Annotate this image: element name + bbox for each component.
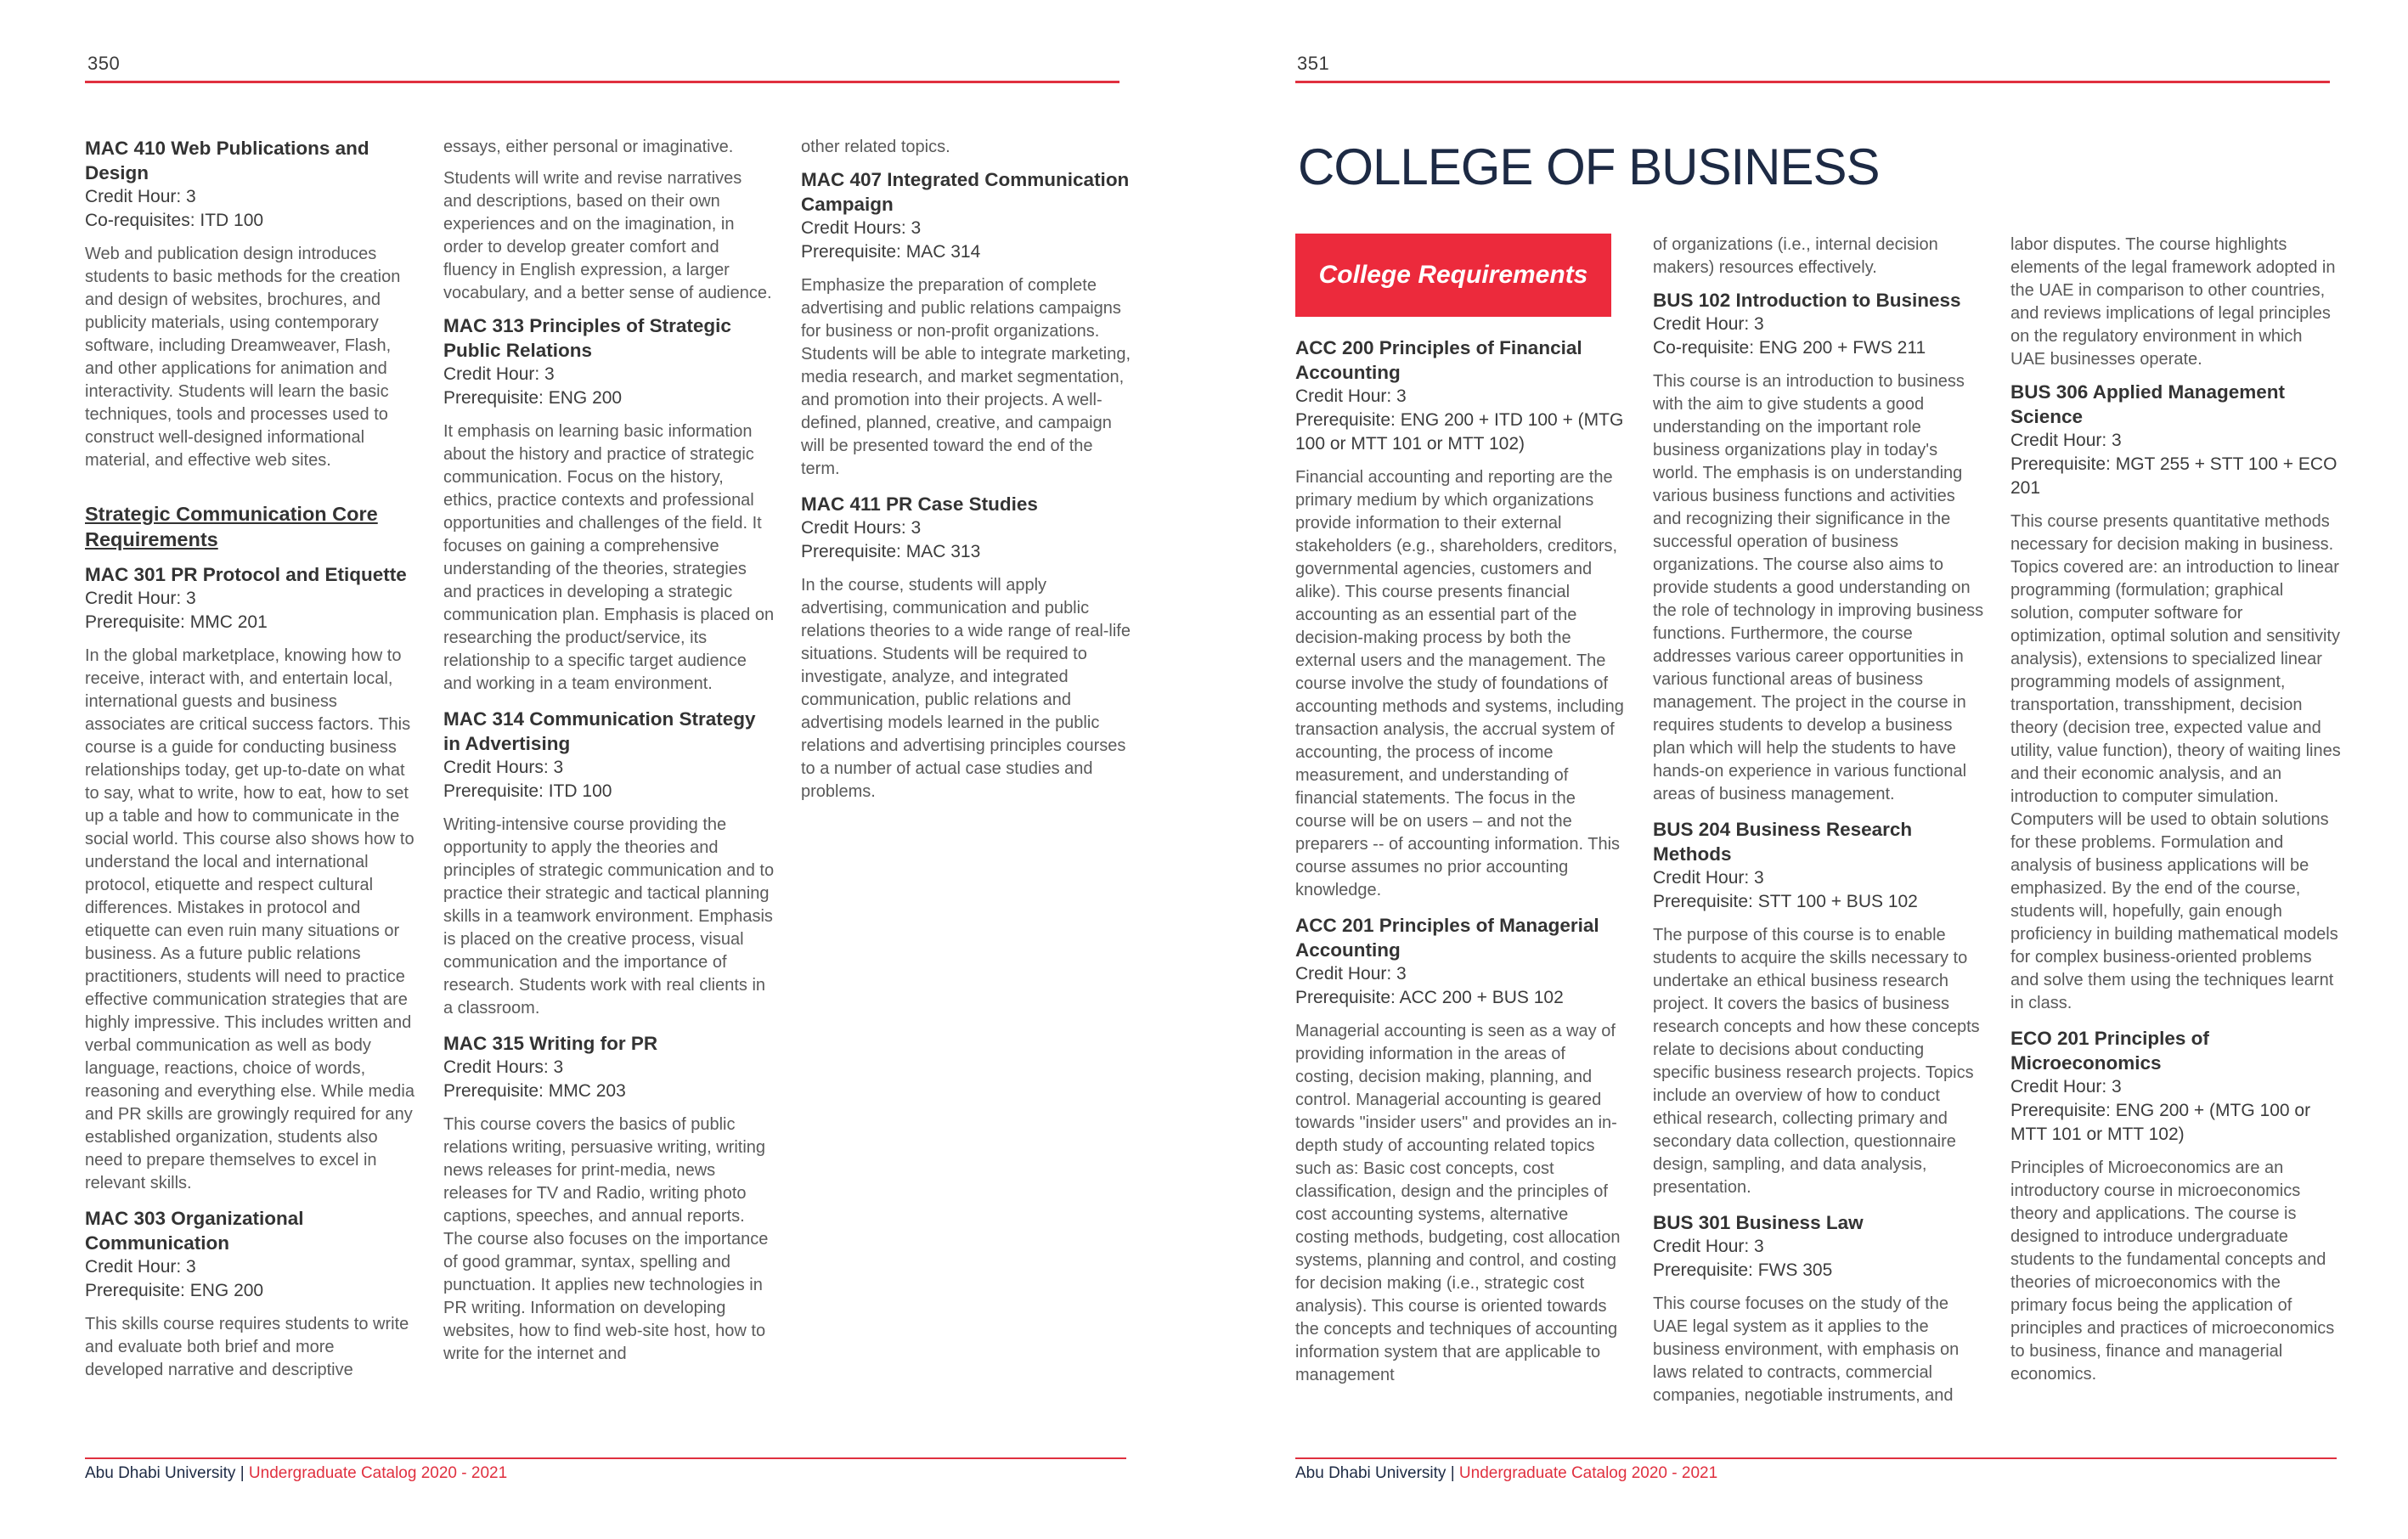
credit-hours: Credit Hour: 3 xyxy=(1653,314,1764,334)
course-block xyxy=(1653,288,1984,806)
column-3 xyxy=(801,136,1132,815)
prerequisite: Prerequisite: ACC 200 + BUS 102 xyxy=(1295,988,1564,1007)
course-block xyxy=(443,313,775,696)
header-rule xyxy=(85,81,1119,83)
course-description: The purpose of this course is to enable students to acquire the skills necessary to undertake an ethical business research project. It covers the basics of business research concepts and how these concepts relate to decisions about conducting specific business research projects. Topics include an overview of how to conduct ethical research, collecting primary and secondary data collection, questionnaire design, sampling, and data analysis, presentation. xyxy=(1653,926,1980,1197)
prerequisite: Prerequisite: STT 100 + BUS 102 xyxy=(1653,892,1918,911)
prerequisite: Prerequisite: ENG 200 + (MTG 100 or MTT 101 or MTT 102) xyxy=(2010,1101,2311,1144)
footer-rule xyxy=(1295,1457,2337,1459)
header-rule xyxy=(1295,81,2330,83)
course-title: MAC 313 Principles of Strategic Public Relations xyxy=(443,315,731,361)
credit-hours: Credit Hours: 3 xyxy=(443,758,564,777)
course-block xyxy=(85,1206,416,1382)
course-title: ACC 200 Principles of Financial Accounting xyxy=(1295,337,1582,383)
column-3 xyxy=(2010,234,2342,1397)
footer-university: Abu Dhabi University xyxy=(85,1464,236,1482)
course-block xyxy=(1295,335,1627,902)
course-description: Financial accounting and reporting are the primary medium by which organizations provide information to their external stakeholders (e.g., shareholders, creditors, governmental agencies, customers and alike). This course presents financial accounting as an essential part of the decision-making process by both the external users and the management. The course involve the study of foundations of accounting methods and systems, including transaction analysis, the accrual system of accounting, the process of income measurement, and understanding of financial statements. The focus in the course will be on users – and not the preparers -- of accounting information. This course assumes no prior accounting knowledge. xyxy=(1295,468,1624,899)
column-2 xyxy=(1653,234,1984,1418)
course-description: This skills course requires students to write and evaluate both brief and more developed narrative and descriptive xyxy=(85,1315,409,1379)
footer-university: Abu Dhabi University xyxy=(1295,1464,1446,1482)
course-title: BUS 204 Business Research Methods xyxy=(1653,819,1913,865)
prerequisite: Prerequisite: MAC 313 xyxy=(801,542,981,561)
footer xyxy=(1295,1464,1717,1483)
section-heading: Strategic Communication Core Requirements xyxy=(85,503,378,550)
course-description: This course presents quantitative methods necessary for decision making in business. Topics covered are: an introduction to linear programming (formulation; graphical solution, computer software for optimization, optimal solution and sensitivity analysis), extensions to specialized linear programming models of assignment, transportation, transshipment, decision theory (decision tree, expected value and utility, value function), theory of waiting lines and their economic analysis, and an introduction to computer simulation. Computers will be used to obtain solutions for these problems. Formulation and analysis of business applications will be emphasized. By the end of the course, students will, hopefully, gain enough proficiency in building mathematical models for complex business-oriented problems and solve them using the techniques learnt in class. xyxy=(2010,512,2341,1012)
course-block xyxy=(2010,1026,2342,1386)
course-block xyxy=(2010,380,2342,1015)
continued-text: Students will write and revise narratives and descriptions, based on their own experiences and on the imagination, in order to develop greater comfort and fluency in English expression, a larger vocabulary, and a better sense of audience. xyxy=(443,169,772,302)
course-description: In the course, students will apply advertising, communication and public relations theories to a wide range of real-life situations. Students will be required to investigate, analyze, and integrated communication, public relations and advertising models learned in the public relations and advertising principles courses to a number of actual case studies and problems. xyxy=(801,576,1131,801)
course-description: In the global marketplace, knowing how to receive, interact with, and entertain local, international guests and business associates are critical success factors. This course is a guide for conducting business relationships today, get up-to-date on what to say, what to write, how to eat, how to set up a table and how to communicate in the social world. This course also shows how to understand the local and international protocol, etiquette and respect cultural differences. Mistakes in protocol and etiquette can even ruin many situations or business. As a future public relations practitioners, students will need to practice effective communication strategies that are highly impressive. This includes written and verbal communication as well as body language, reactions, choice of words, reasoning and everything else. While media and PR skills are growingly required for any established organization, students also need to prepare themselves to excel in relevant skills. xyxy=(85,646,414,1192)
course-title: ECO 201 Principles of Microeconomics xyxy=(2010,1028,2209,1074)
footer xyxy=(85,1464,507,1483)
footer-separator: | xyxy=(240,1464,245,1482)
prerequisite: Prerequisite: MAC 314 xyxy=(801,242,981,262)
prerequisite: Co-requisite: ENG 200 + FWS 211 xyxy=(1653,338,1926,358)
credit-hours: Credit Hour: 3 xyxy=(1653,1237,1764,1256)
credit-hours: Credit Hours: 3 xyxy=(801,218,922,238)
credit-hours: Credit Hour: 3 xyxy=(443,364,555,384)
course-title: ACC 201 Principles of Managerial Accounting xyxy=(1295,915,1599,961)
course-block xyxy=(85,136,416,472)
course-block xyxy=(85,562,416,1195)
course-title: BUS 301 Business Law xyxy=(1653,1212,1864,1233)
course-title: MAC 314 Communication Strategy in Advertising xyxy=(443,708,756,754)
right-page xyxy=(1204,0,2408,1539)
course-title: MAC 407 Integrated Communication Campaign xyxy=(801,169,1130,215)
college-title: COLLEGE OF BUSINESS xyxy=(1298,138,1880,195)
course-description: Writing-intensive course providing the opportunity to apply the theories and principles of strategic communication and to practice their strategic and tactical planning skills in a teamwork environment. Emphasis is placed on the creative process, visual communication and the importance of research. Students work with real clients in a classroom. xyxy=(443,815,775,1018)
course-block xyxy=(1653,1210,1984,1407)
column-1 xyxy=(85,136,416,1393)
credit-hours: Credit Hour: 3 xyxy=(1295,964,1407,984)
footer-separator: | xyxy=(1450,1464,1455,1482)
college-requirements-banner: College Requirements xyxy=(1295,234,1611,317)
credit-hours: Credit Hour: 3 xyxy=(1653,868,1764,888)
prerequisite: Prerequisite: ITD 100 xyxy=(443,781,612,801)
footer-catalog: Undergraduate Catalog 2020 - 2021 xyxy=(1458,1464,1718,1482)
course-block xyxy=(1295,913,1627,1387)
course-description: It emphasis on learning basic information about the history and practice of strategic communication. Focus on the history, ethics, practice contexts and professional opportunities and challenges of the field. It focuses on gaining a comprehensive understanding of the theories, strategies and practices in developing a strategic communication plan. Emphasis is placed on researching the product/service, its relationship to a specific target audience and working in a team environment. xyxy=(443,422,775,693)
prerequisite: Prerequisite: MGT 255 + STT 100 + ECO 201 xyxy=(2010,454,2338,498)
course-title: MAC 303 Organizational Communication xyxy=(85,1208,304,1254)
course-title: BUS 306 Applied Management Science xyxy=(2010,381,2285,427)
continued-text: labor disputes. The course highlights elements of the legal framework adopted in the UAE in comparison to other countries, and reviews implications of legal principles on the regulatory environment in which UAE businesses operate. xyxy=(2010,235,2336,369)
page-number: 351 xyxy=(1297,53,1330,74)
course-description: Emphasize the preparation of complete advertising and public relations campaigns for business or non-profit organizations. Students will be able to integrate marketing, media research, and market segmentation, and promotion into their projects. A well-defined, planned, creative, and campaign will be presented toward the end of the term. xyxy=(801,276,1131,478)
footer-rule xyxy=(85,1457,1126,1459)
prerequisite: Prerequisite: MMC 203 xyxy=(443,1081,626,1101)
course-title: BUS 102 Introduction to Business xyxy=(1653,290,1961,311)
credit-hours: Credit Hour: 3 xyxy=(2010,1077,2122,1096)
prerequisite: Co-requisites: ITD 100 xyxy=(85,211,264,230)
course-description: This course is an introduction to business with the aim to give students a good understanding on the important role business organizations play in today's world. The emphasis is on understanding various business functions and activities and recognizing their significance in the successful operation of business organizations. The course also aims to provide students a good understanding on the role of technology in improving business functions. Furthermore, the course addresses various career opportunities in various functional areas of business management. The project in the course in requires students to develop a business plan which will help the students to have hands-on experience in various functional areas of business management. xyxy=(1653,372,1984,803)
page-number: 350 xyxy=(87,53,121,74)
column-1 xyxy=(1295,234,1627,1398)
course-description: Principles of Microeconomics are an introductory course in microeconomics theory and applications. The course is designed to introduce undergraduate students to the fundamental concepts and theories of microeconomics with the primary focus being the application of principles and practices of microeconomics to business, finance and managerial economics. xyxy=(2010,1158,2335,1384)
footer-catalog: Undergraduate Catalog 2020 - 2021 xyxy=(248,1464,508,1482)
course-block xyxy=(443,1031,775,1366)
course-description: This course covers the basics of public relations writing, persuasive writing, writing news releases for print-media, news releases for TV and Radio, writing photo captions, speeches, and annual reports. The course also focuses on the importance of good grammar, syntax, spelling and punctuation. It applies new technologies in PR writing. Information on developing websites, how to find web-site host, how to write for the internet and xyxy=(443,1115,769,1363)
course-description: Managerial accounting is seen as a way of providing information in the areas of costing, decision making, planning, and control. Managerial accounting is geared towards "insider users" and provides an in-depth study of accounting related topics such as: Basic cost concepts, cost classification, design and the principles of cost accounting systems, alternative costing methods, budgeting, cost allocation systems, planning and control, and costing for decision making (i.e., strategic cost analysis). This course is oriented towards the concepts and techniques of accounting information system that are applicable to management xyxy=(1295,1022,1621,1384)
credit-hours: Credit Hour: 3 xyxy=(2010,431,2122,450)
course-title: MAC 315 Writing for PR xyxy=(443,1033,658,1054)
credit-hours: Credit Hour: 3 xyxy=(85,1257,196,1277)
credit-hours: Credit Hour: 3 xyxy=(85,589,196,608)
continued-text: essays, either personal or imaginative. xyxy=(443,138,734,156)
course-block xyxy=(801,167,1132,481)
course-title: MAC 410 Web Publications and Design xyxy=(85,138,369,183)
column-2 xyxy=(443,136,775,1377)
credit-hours: Credit Hour: 3 xyxy=(85,187,196,206)
course-block xyxy=(801,492,1132,803)
course-title: MAC 411 PR Case Studies xyxy=(801,493,1038,515)
course-title: MAC 301 PR Protocol and Etiquette xyxy=(85,564,407,585)
course-description: This course focuses on the study of the UAE legal system as it applies to the business environment, with emphasis on laws related to contracts, commercial companies, negotiable instruments, and xyxy=(1653,1294,1960,1405)
continued-text: of organizations (i.e., internal decision makers) resources effectively. xyxy=(1653,235,1938,277)
course-block xyxy=(1653,817,1984,1199)
prerequisite: Prerequisite: ENG 200 xyxy=(85,1281,264,1300)
credit-hours: Credit Hour: 3 xyxy=(1295,386,1407,406)
prerequisite: Prerequisite: MMC 201 xyxy=(85,612,268,632)
prerequisite: Prerequisite: ENG 200 xyxy=(443,388,623,408)
credit-hours: Credit Hours: 3 xyxy=(801,518,922,538)
course-block xyxy=(443,707,775,1020)
prerequisite: Prerequisite: FWS 305 xyxy=(1653,1260,1833,1280)
course-description: Web and publication design introduces students to basic methods for the creation and design of websites, brochures, and publicity materials, using contemporary software, including Dreamweaver, Flash, and other applications for animation and interactivity. Students will learn the basic techniques, tools and processes used to construct well-designed informational material, and effective web sites. xyxy=(85,245,401,470)
credit-hours: Credit Hours: 3 xyxy=(443,1057,564,1077)
prerequisite: Prerequisite: ENG 200 + ITD 100 + (MTG 100 or MTT 101 or MTT 102) xyxy=(1295,410,1624,454)
continued-text: other related topics. xyxy=(801,138,950,156)
